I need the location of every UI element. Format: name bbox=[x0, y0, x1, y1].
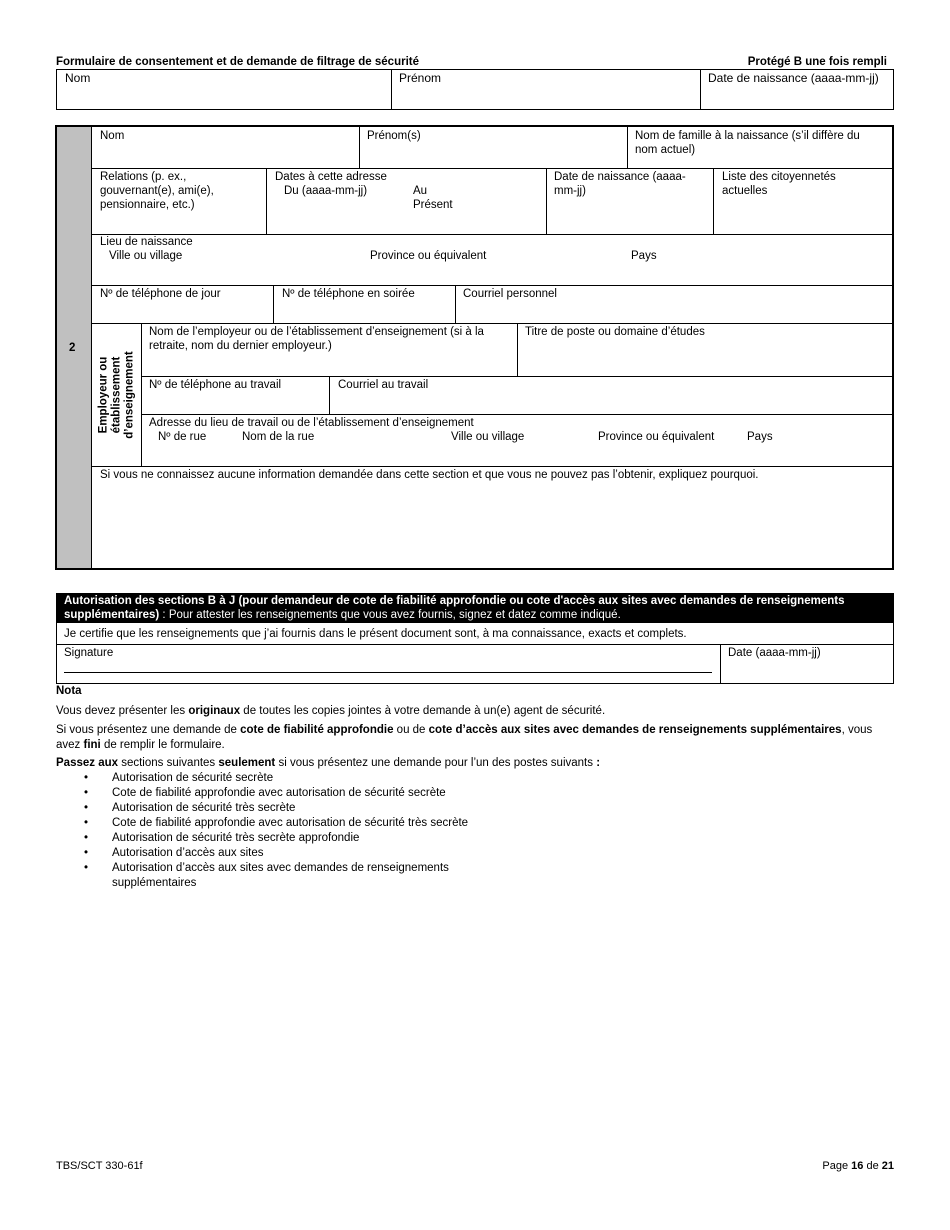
relation-label: Relations (p. ex., gouvernant(e), ami(e), pensionnaire, etc.) bbox=[100, 171, 214, 211]
employer-name-label: Nom de l’employeur ou de l’établissement d’enseignement (si à la retraite, nom du dernier employeur.) bbox=[149, 326, 484, 352]
certify-text: Je certifie que les renseignements que j’ai fournis dans le présent document sont, à ma connaissance, exacts et complets. bbox=[64, 628, 687, 640]
list-item: • Cote de fiabilité approfondie avec autorisation de sécurité très secrète bbox=[56, 816, 486, 831]
list-item: • Autorisation de sécurité très secrète bbox=[56, 801, 486, 816]
evening-phone-label: Nº de téléphone en soirée bbox=[282, 288, 415, 300]
section-number-bar bbox=[57, 127, 92, 568]
work-phone-input[interactable] bbox=[149, 394, 321, 410]
header-name-label: Nom bbox=[65, 71, 91, 85]
work-country-label: Pays bbox=[747, 431, 773, 443]
citizenship-label: Liste des citoyennetés actuelles bbox=[722, 171, 836, 197]
signature-date-input[interactable] bbox=[728, 662, 883, 678]
note-title: Nota bbox=[56, 685, 82, 697]
from-label: Du (aaaa-mm-jj) bbox=[284, 185, 368, 197]
citizenship-input[interactable] bbox=[722, 211, 882, 227]
job-title-input[interactable] bbox=[525, 355, 885, 371]
dates-label: Dates à cette adresse bbox=[275, 171, 387, 183]
list-item: • Autorisation de sécurité très secrète approfondie bbox=[56, 831, 486, 846]
authorization-box bbox=[56, 593, 894, 684]
section-number: 2 bbox=[69, 342, 76, 354]
birthplace-label: Lieu de naissance bbox=[100, 236, 193, 248]
employer-side-label-wrap bbox=[93, 323, 141, 466]
date-label: Date (aaaa-mm-jj) bbox=[728, 647, 821, 659]
evening-phone-input[interactable] bbox=[282, 303, 447, 319]
employer-side-label: Employeur ou établissement d’enseignement bbox=[97, 350, 136, 439]
first-names-input[interactable] bbox=[367, 147, 619, 163]
present-label: Présent bbox=[413, 199, 453, 211]
signature-label: Signature bbox=[64, 647, 114, 659]
birth-name-label: Nom de famille à la naissance (s’il diffère du nom actuel) bbox=[635, 130, 860, 156]
day-phone-input[interactable] bbox=[100, 303, 265, 319]
header-dob-label: Date de naissance (aaaa-mm-jj) bbox=[708, 71, 879, 85]
work-email-input[interactable] bbox=[338, 394, 883, 410]
work-address-input[interactable] bbox=[158, 447, 858, 463]
personal-email-input[interactable] bbox=[463, 303, 883, 319]
name-input[interactable] bbox=[100, 147, 352, 163]
header-first-name-label: Prénom bbox=[399, 71, 442, 85]
authorization-title-rest: : Pour attester les renseignements que vous avez fournis, signez et datez comme indiqué. bbox=[159, 608, 621, 621]
signature-input[interactable] bbox=[64, 656, 709, 671]
list-item: • Autorisation de sécurité secrète bbox=[56, 771, 486, 786]
name-label: Nom bbox=[100, 130, 125, 142]
form-number: TBS/SCT 330-61f bbox=[56, 1160, 143, 1172]
work-province-label: Province ou équivalent bbox=[598, 431, 715, 443]
unknown-info-textarea[interactable] bbox=[100, 487, 889, 565]
page-number: Page 16 de 21 bbox=[822, 1160, 894, 1172]
street-no-label: Nº de rue bbox=[158, 431, 207, 443]
position-list bbox=[56, 771, 486, 891]
applicant-header-box bbox=[56, 69, 894, 110]
work-address-label: Adresse du lieu de travail ou de l’établissement d’enseignement bbox=[149, 417, 474, 429]
work-city-label: Ville ou village bbox=[451, 431, 525, 443]
authorization-title: Autorisation des sections B à J (pour demandeur de cote de fiabilité approfondie ou cote d'accès aux sites avec demandes de renseignements supplémentaires) bbox=[64, 595, 845, 621]
work-email-label: Courriel au travail bbox=[338, 379, 429, 391]
birth-city-input[interactable] bbox=[109, 266, 349, 282]
to-label: Au bbox=[413, 185, 428, 197]
list-item: • Cote de fiabilité approfondie avec autorisation de sécurité secrète bbox=[56, 786, 486, 801]
street-name-label: Nom de la rue bbox=[242, 431, 315, 443]
day-phone-label: Nº de téléphone de jour bbox=[100, 288, 221, 300]
job-title-label: Titre de poste ou domaine d’études bbox=[525, 326, 705, 338]
header-dob-input[interactable] bbox=[708, 88, 888, 106]
form-title: Formulaire de consentement et de demande de filtrage de sécurité bbox=[56, 56, 419, 68]
note-paragraph-3: Passez aux sections suivantes seulement si vous présentez une demande pour l’un des postes suivants : bbox=[56, 757, 601, 769]
dob-label: Date de naissance (aaaa-mm-jj) bbox=[554, 171, 686, 197]
city-label: Ville ou village bbox=[109, 250, 183, 262]
header-name-input[interactable] bbox=[65, 88, 385, 106]
dob-input[interactable] bbox=[554, 211, 704, 227]
from-date-input[interactable] bbox=[284, 211, 404, 227]
unknown-info-label: Si vous ne connaissez aucune information demandée dans cette section et que vous ne pouvez pas l’obtenir, expliquez pourquoi. bbox=[100, 469, 759, 481]
list-item: • Autorisation d’accès aux sites avec demandes de renseignements supplémentaires bbox=[56, 861, 486, 891]
country-label: Pays bbox=[631, 250, 657, 262]
province-label: Province ou équivalent bbox=[370, 250, 487, 262]
header-first-name-input[interactable] bbox=[399, 88, 694, 106]
note-paragraph-1: Vous devez présenter les originaux de toutes les copies jointes à votre demande à un(e) agent de sécurité. bbox=[56, 705, 606, 717]
list-item: • Autorisation d’accès aux sites bbox=[56, 846, 486, 861]
note-paragraph-2: Si vous présentez une demande de cote de fiabilité approfondie ou de cote d’accès aux sites avec demandes de renseignements supplémentaires, vous avez fini de remplir le formulaire. bbox=[56, 724, 873, 751]
work-phone-label: Nº de téléphone au travail bbox=[149, 379, 282, 391]
birth-province-input[interactable] bbox=[370, 266, 610, 282]
authorization-header bbox=[57, 594, 893, 623]
classification-label: Protégé B une fois rempli bbox=[747, 56, 887, 68]
birth-country-input[interactable] bbox=[631, 266, 871, 282]
section-2-box bbox=[55, 125, 894, 570]
personal-email-label: Courriel personnel bbox=[463, 288, 557, 300]
first-names-label: Prénom(s) bbox=[367, 130, 421, 142]
